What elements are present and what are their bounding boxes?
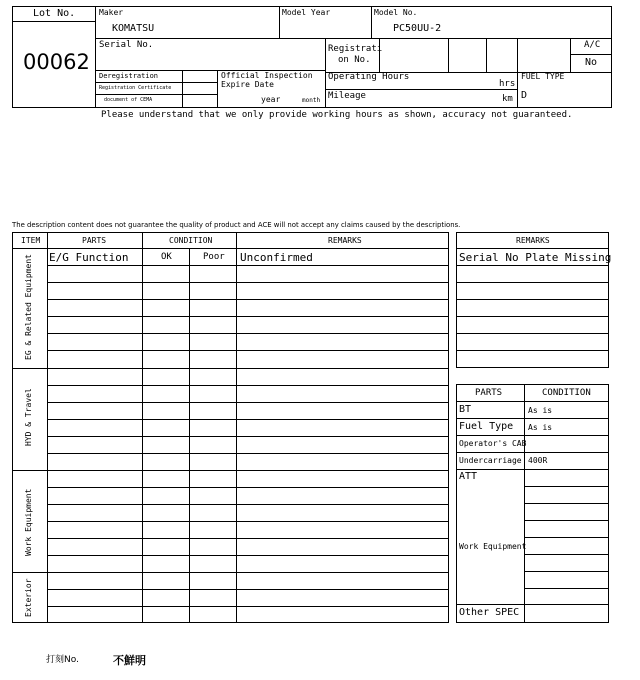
- model-no-label: Model No.: [374, 8, 418, 17]
- stamp-no-value: 不鮮明: [113, 654, 146, 667]
- serial-label: Serial No.: [99, 40, 154, 50]
- divider: [12, 470, 449, 471]
- section-work-equipment: Work Equipment: [24, 488, 33, 556]
- registration-label: Registrati: [328, 44, 383, 54]
- divider: [47, 453, 449, 454]
- remarks-box-header: REMARKS: [516, 236, 550, 245]
- divider: [524, 486, 609, 487]
- km-unit: km: [502, 94, 513, 104]
- divider: [95, 38, 612, 39]
- divider: [47, 402, 449, 403]
- divider: [47, 232, 48, 623]
- hours-notice: Please understand that we only provide working hours as shown, accuracy not guaranteed.: [101, 110, 573, 120]
- divider: [524, 537, 609, 538]
- ac-label: A/C: [584, 40, 601, 50]
- registration-label-2: on No.: [338, 55, 371, 65]
- undercarriage-label: Undercarriage: [459, 456, 522, 465]
- divider: [279, 6, 280, 38]
- divider: [456, 248, 609, 249]
- divider: [47, 350, 449, 351]
- ac-value: No: [585, 57, 598, 68]
- operating-hours-label: Operating Hours: [328, 72, 410, 82]
- work-equipment-label: Work Equipment: [459, 542, 527, 551]
- divider: [217, 70, 218, 108]
- divider: [456, 333, 609, 334]
- item-header: ITEM: [21, 236, 41, 245]
- divider: [486, 38, 487, 72]
- divider: [524, 571, 609, 572]
- lot-number: 00062: [23, 50, 90, 74]
- remarks-box-first: Serial No Plate Missing: [459, 251, 612, 264]
- divider: [517, 38, 518, 108]
- divider: [570, 54, 612, 55]
- other-spec-label: Other SPEC: [459, 607, 520, 618]
- bt-value: As is: [528, 406, 553, 415]
- divider: [47, 299, 449, 300]
- divider: [182, 70, 183, 108]
- divider: [47, 282, 449, 283]
- divider: [456, 418, 609, 419]
- divider: [236, 232, 237, 623]
- parts-header: PARTS: [82, 236, 107, 245]
- first-row-part: E/G Function: [49, 251, 129, 264]
- mileage-label: Mileage: [328, 91, 366, 101]
- section-exterior: Exterior: [24, 578, 33, 617]
- divider: [12, 248, 449, 249]
- lot-label: Lot No.: [33, 8, 76, 19]
- divider: [371, 6, 372, 38]
- divider: [47, 385, 449, 386]
- stamp-no-label: 打刻No.: [46, 655, 79, 665]
- divider: [456, 435, 609, 436]
- divider: [456, 265, 609, 266]
- undercarriage-value: 400R: [528, 456, 548, 465]
- divider: [47, 316, 449, 317]
- divider: [95, 82, 217, 83]
- divider: [456, 469, 609, 470]
- divider: [95, 94, 217, 95]
- divider: [12, 572, 449, 573]
- condition-table-parts-header: PARTS: [475, 388, 503, 398]
- model-year-label: Model Year: [282, 8, 331, 17]
- remarks-header: REMARKS: [328, 236, 362, 245]
- fuel-type-row-label: Fuel Type: [459, 421, 514, 432]
- deregistration-sub2: document of CEMA: [104, 97, 153, 103]
- condition-poor: Poor: [203, 252, 225, 262]
- deregistration-label: Deregistration: [99, 72, 159, 80]
- maker-value: KOMATSU: [112, 23, 155, 34]
- divider: [12, 21, 96, 22]
- fuel-type-value: D: [521, 90, 528, 101]
- divider: [325, 89, 517, 90]
- divider: [47, 538, 449, 539]
- divider: [47, 521, 449, 522]
- fuel-type-label: FUEL TYPE: [521, 72, 565, 81]
- divider: [47, 487, 449, 488]
- divider: [448, 38, 449, 72]
- model-no-value: PC50UU-2: [393, 23, 442, 34]
- inspection-label: Official Inspection: [221, 71, 313, 80]
- divider: [456, 401, 609, 402]
- divider: [47, 436, 449, 437]
- first-row-remark: Unconfirmed: [240, 251, 313, 264]
- hrs-unit: hrs: [499, 79, 516, 89]
- divider: [524, 554, 609, 555]
- divider: [47, 555, 449, 556]
- divider: [47, 606, 449, 607]
- fuel-type-row-value: As is: [528, 423, 553, 432]
- divider: [47, 589, 449, 590]
- inspection-month: month: [302, 97, 321, 104]
- divider: [47, 265, 449, 266]
- divider: [456, 452, 609, 453]
- condition-header: CONDITION: [169, 236, 213, 245]
- divider: [456, 350, 609, 351]
- divider: [524, 588, 609, 589]
- maker-label: Maker: [99, 8, 124, 17]
- divider: [47, 333, 449, 334]
- divider: [524, 503, 609, 504]
- section-eg-related-equipment: EG & Related Equipment: [24, 254, 33, 360]
- divider: [142, 232, 143, 623]
- inspection-table: [12, 232, 449, 623]
- divider: [524, 520, 609, 521]
- disclaimer: The description content does not guarantee the quality of product and ACE will not accept any claims caused by the descriptions.: [12, 221, 461, 229]
- section-hyd-travel: HYD & Travel: [24, 388, 33, 446]
- condition-table-condition-header: CONDITION: [542, 388, 591, 398]
- divider: [570, 38, 571, 72]
- divider: [456, 282, 609, 283]
- divider: [456, 299, 609, 300]
- bt-label: BT: [459, 404, 472, 415]
- operators-cab-label: Operator's CAB: [459, 439, 527, 448]
- att-label: ATT: [459, 471, 478, 482]
- divider: [12, 368, 449, 369]
- inspection-year: year: [261, 95, 281, 104]
- divider: [325, 38, 326, 108]
- divider: [456, 316, 609, 317]
- deregistration-sub1: Registration Certificate: [99, 85, 172, 91]
- inspection-label-2: Expire Date: [221, 80, 274, 89]
- divider: [456, 604, 609, 605]
- condition-ok: OK: [161, 252, 172, 262]
- divider: [47, 504, 449, 505]
- divider: [47, 419, 449, 420]
